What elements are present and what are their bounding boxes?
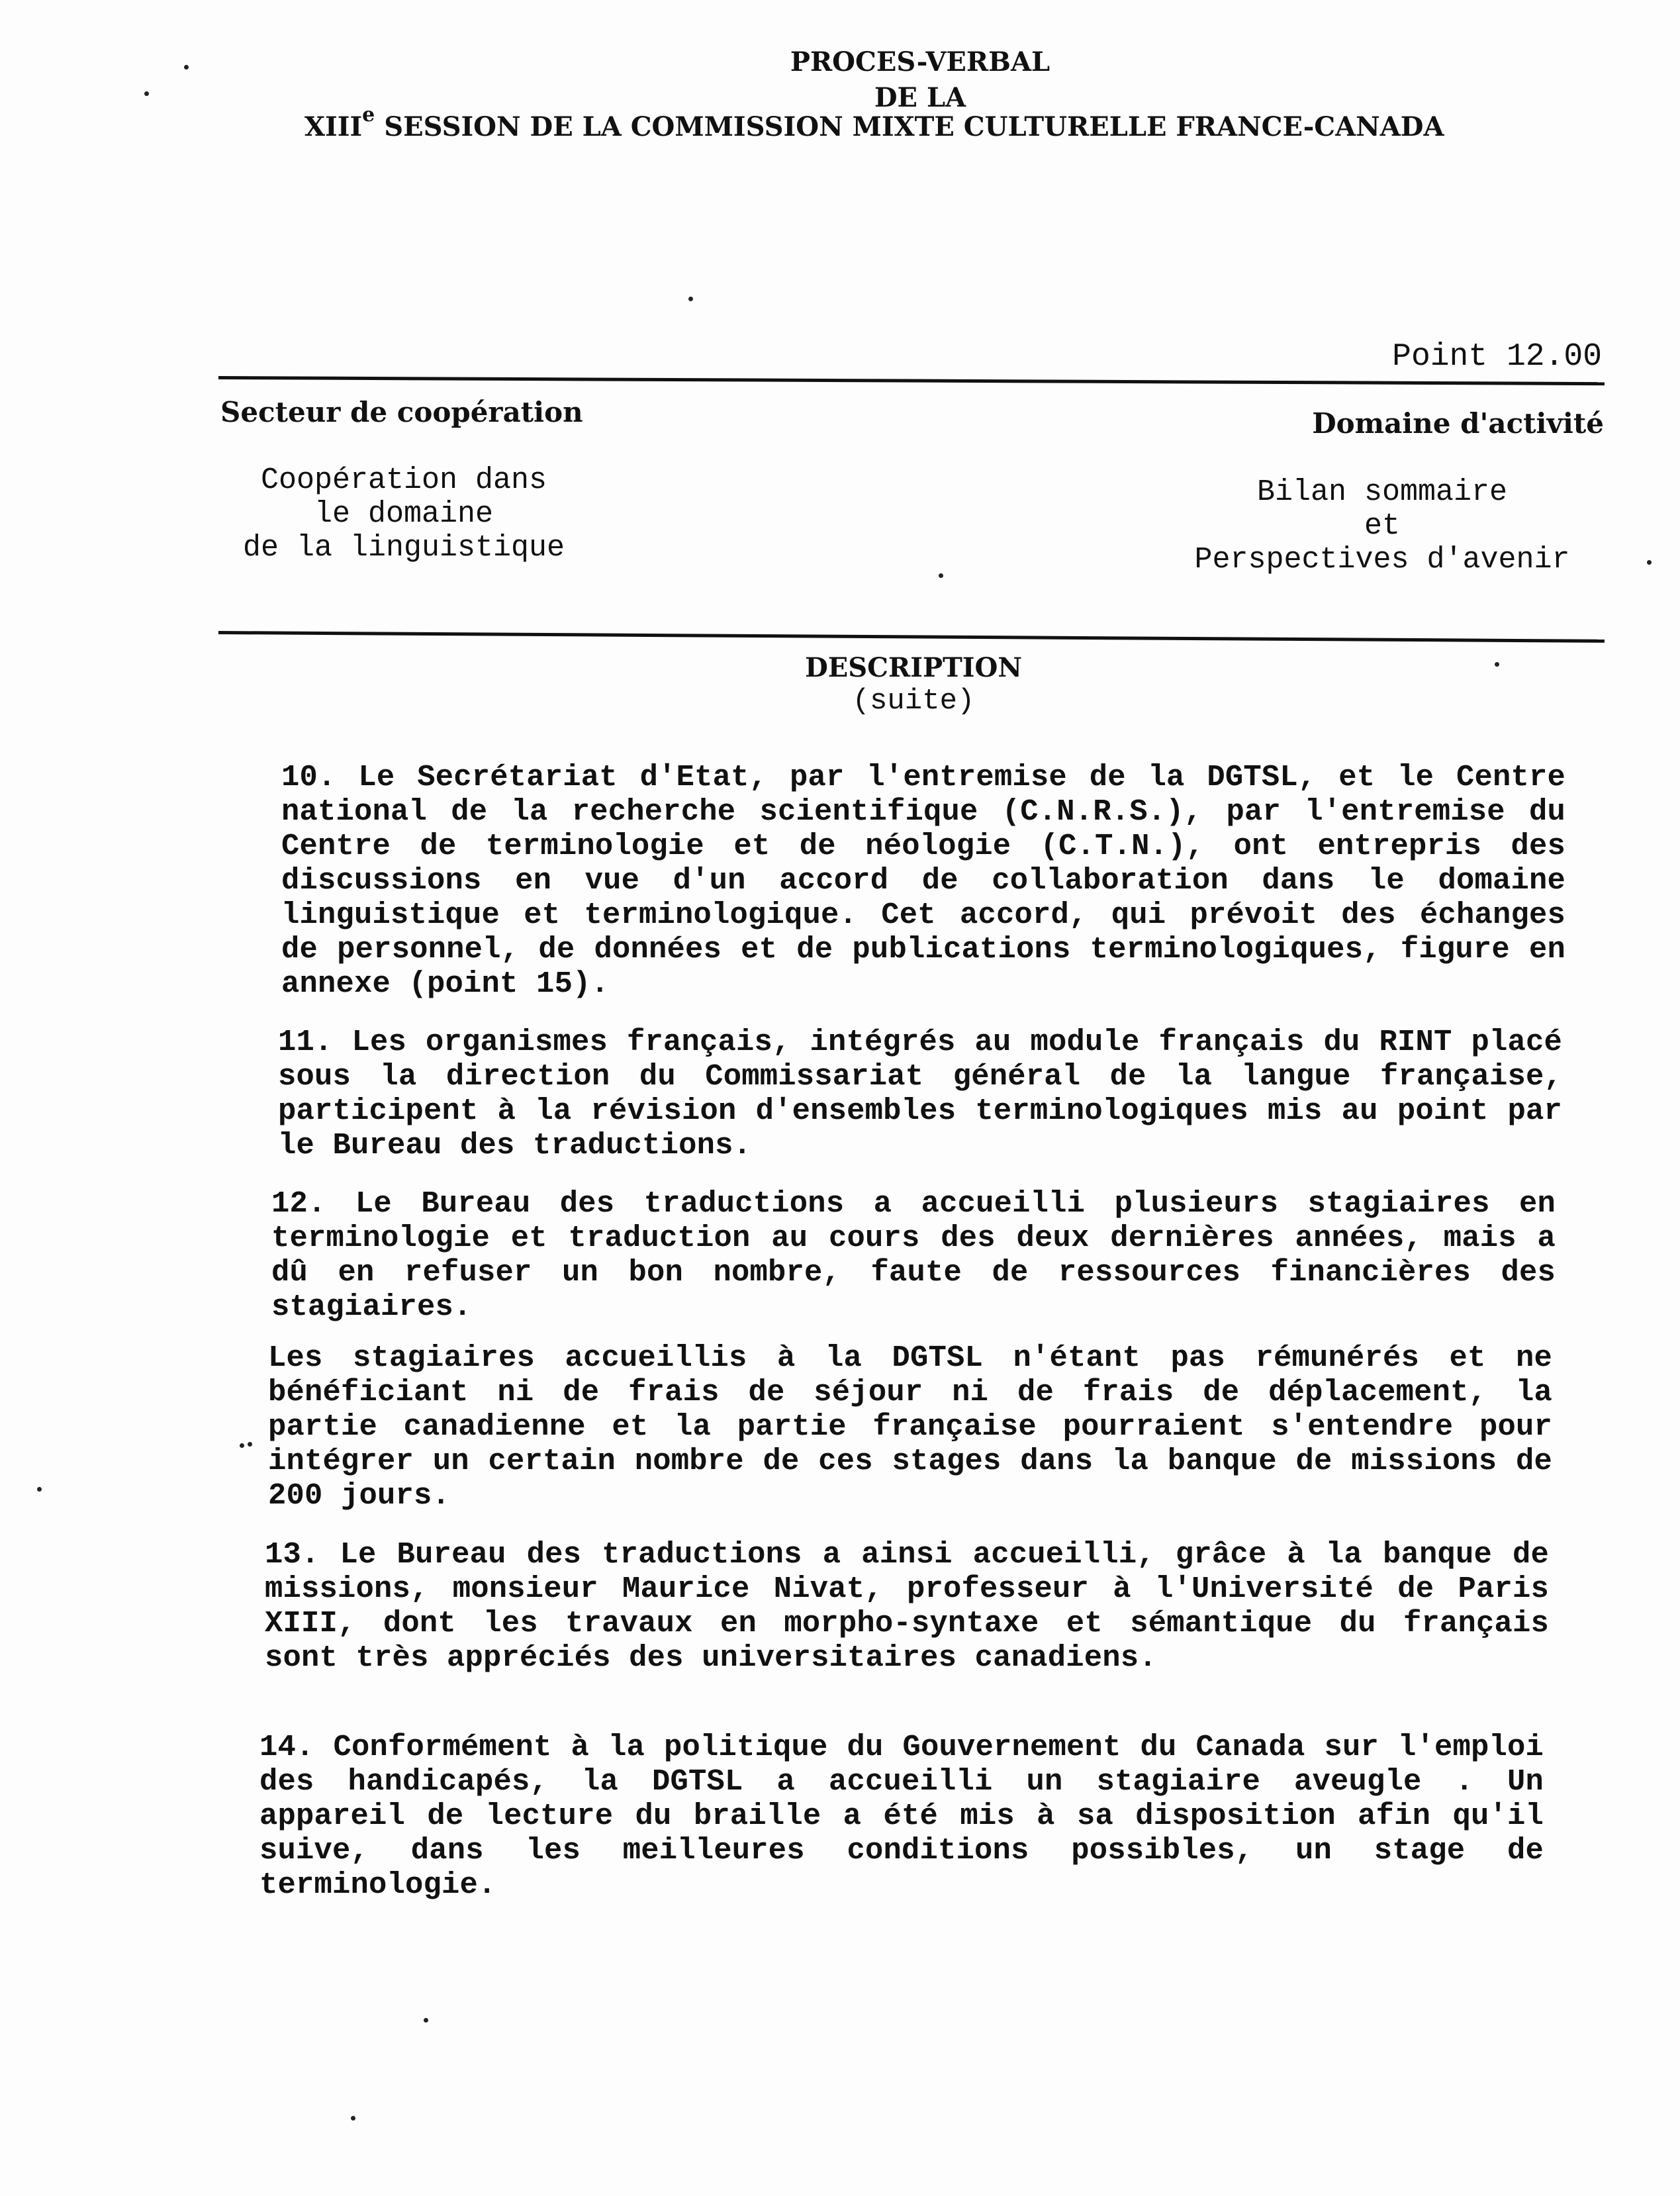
top-divider bbox=[218, 376, 1605, 385]
point-number: Point 12.00 bbox=[1392, 339, 1602, 375]
sector-line: Coopération dans bbox=[260, 463, 547, 497]
description-heading: DESCRIPTION bbox=[805, 652, 1022, 683]
scan-speck bbox=[37, 1487, 42, 1492]
scan-speck bbox=[1495, 662, 1499, 667]
domain-line: Perspectives d'avenir bbox=[1194, 543, 1570, 577]
scan-speck bbox=[144, 91, 149, 96]
description-subtitle: (suite) bbox=[852, 685, 975, 718]
paragraph-11: 11. Les organismes français, intégrés au module français du RINT placé sous la direction du Commissariat général de la langue française, participent à la révision d'ensembles terminologiques mis au point par le Bureau des traductions. bbox=[278, 1025, 1562, 1163]
scan-speck bbox=[184, 65, 189, 70]
scan-speck bbox=[939, 573, 943, 578]
paragraph-14: 14. Conformément à la politique du Gouvernement du Canada sur l'emploi des handicapés, la DGTSL a accueilli un stagiaire aveugle . Un appareil de lecture du braille a été mis à sa disposition afin qu'il suive, dans les meilleures conditions possibles, un stage de terminologie. bbox=[259, 1730, 1544, 1902]
scan-speck bbox=[424, 2018, 428, 2023]
paragraph-12: 12. Le Bureau des traductions a accueilli plusieurs stagiaires en terminologie et traduction au cours des deux dernières années, mais a dû en refuser un bon nombre, faute de ressources financières des stagiaires. bbox=[271, 1186, 1556, 1324]
document-title-line-2: DE LA bbox=[874, 82, 966, 113]
bottom-divider bbox=[218, 631, 1605, 643]
document-title-line-1: PROCES-VERBAL bbox=[790, 46, 1050, 77]
session-title: SESSION DE LA COMMISSION MIXTE CULTURELLE FRANCE-CANADA bbox=[375, 111, 1444, 142]
session-number: XIII bbox=[304, 111, 363, 142]
scan-speck bbox=[1647, 560, 1652, 565]
sector-line: le domaine bbox=[314, 497, 494, 531]
domain-line: et bbox=[1364, 509, 1400, 543]
sector-line: de la linguistique bbox=[242, 531, 565, 565]
scan-speck bbox=[688, 297, 693, 301]
sector-description bbox=[218, 463, 589, 565]
paragraph-12-continued: Les stagiaires accueillis à la DGTSL n'étant pas rémunérés et ne bénéficiant ni de frais de séjour ni de frais de déplacement, la partie canadienne et la partie française pourraient s'entendre pour intégrer un certain nombre de ces stages dans la banque de missions de 200 jours. bbox=[268, 1341, 1552, 1513]
scan-speck bbox=[248, 1442, 252, 1447]
domain-description bbox=[1144, 475, 1620, 577]
session-ordinal-suffix: e bbox=[362, 103, 375, 126]
domain-heading: Domaine d'activité bbox=[1312, 407, 1604, 440]
document-title-line-3 bbox=[304, 103, 1549, 143]
scan-speck bbox=[240, 1443, 244, 1448]
scan-speck bbox=[351, 2116, 355, 2121]
paragraph-10: 10. Le Secrétariat d'Etat, par l'entremise de la DGTSL, et le Centre national de la recherche scientifique (C.N.R.S.), par l'entremise du Centre de terminologie et de néologie (C.T.N.), ont entrepris des discussions en vue d'un accord de collaboration dans le domaine linguistique et terminologique. Cet accord, qui prévoit des échanges de personnel, de données et de publications terminologiques, figure en annexe (point 15). bbox=[281, 760, 1565, 1001]
domain-line: Bilan sommaire bbox=[1256, 475, 1508, 509]
sector-heading: Secteur de coopération bbox=[220, 396, 583, 428]
paragraph-13: 13. Le Bureau des traductions a ainsi accueilli, grâce à la banque de missions, monsieur Maurice Nivat, professeur à l'Université de Paris XIII, dont les travaux en morpho-syntaxe et sémantique du français sont très appréciés des universitaires canadiens. bbox=[265, 1537, 1549, 1675]
